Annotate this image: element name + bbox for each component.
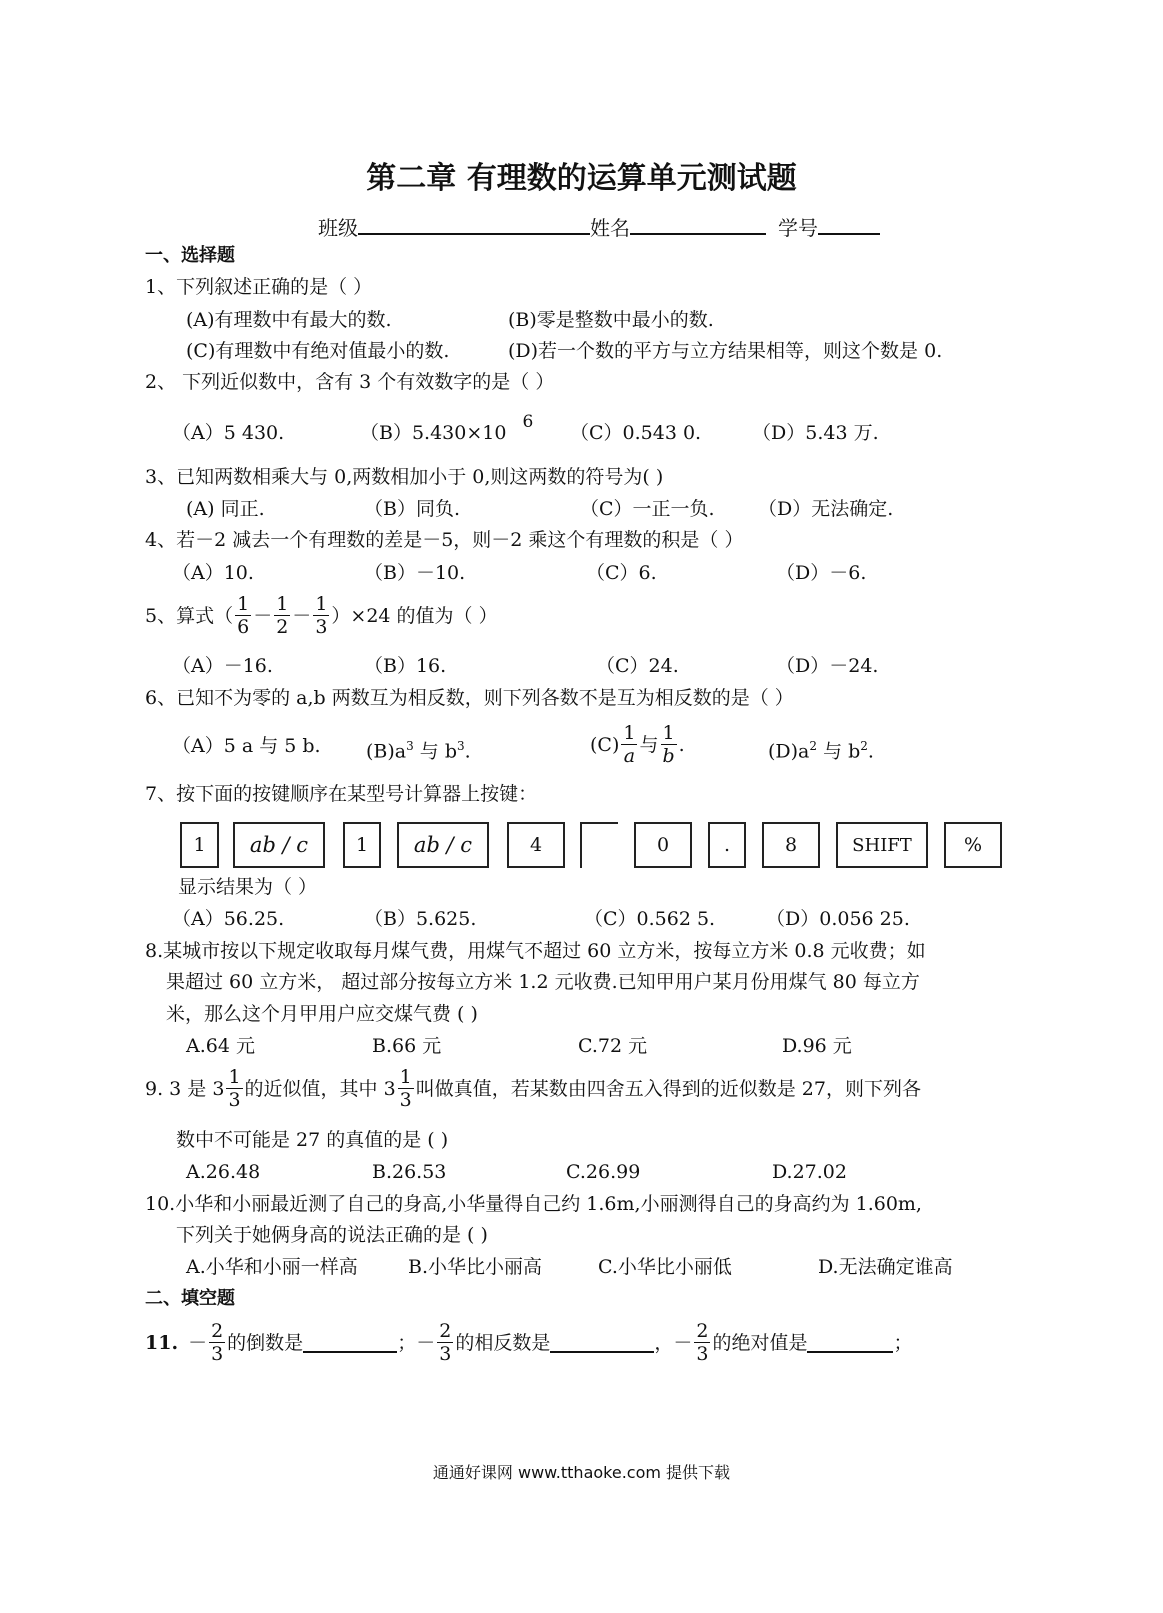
minus-sign: － (253, 604, 273, 627)
calc-key-shift: SHIFT (836, 822, 928, 868)
question-10-option-a: A.小华和小丽一样高 (186, 1256, 358, 1278)
exponent: 2 (809, 739, 818, 753)
numerator: 1 (662, 722, 675, 744)
number-label: 学号 (778, 216, 818, 240)
numerator: 1 (228, 1066, 241, 1088)
question-2-option-b (360, 412, 534, 446)
question-1-stem: 1、下列叙述正确的是（ ） (145, 276, 373, 298)
question-6-option-b (366, 734, 471, 763)
question-1-option-a: (A)有理数中有最大的数. (186, 309, 392, 331)
question-11 (145, 1320, 912, 1365)
period: . (867, 740, 874, 763)
question-10-line-2: 下列关于她俩身高的说法正确的是 ( ) (176, 1224, 488, 1246)
calc-key-8: 8 (762, 822, 820, 868)
question-9-line-1 (145, 1066, 921, 1111)
calc-key-0: 0 (634, 822, 692, 868)
question-5-option-d: （D）－24. (776, 655, 879, 677)
q9-part-2: 的近似值，其中 3 (244, 1077, 396, 1100)
question-2-stem: 2、 下列近似数中，含有 3 个有效数字的是（ ） (145, 371, 555, 393)
question-5-suffix: ）×24 的值为（ ） (331, 604, 498, 627)
student-info-line (318, 213, 880, 240)
separator: ； (893, 1331, 913, 1354)
question-3-option-d: （D）无法确定. (758, 498, 894, 520)
question-7-option-b: （B）5.625. (364, 908, 477, 930)
denominator: 3 (399, 1089, 412, 1111)
fraction-one-third (398, 1066, 414, 1111)
question-2-exponent: 6 (522, 412, 534, 432)
question-6-option-c (590, 722, 685, 767)
question-7-option-d: （D）0.056 25. (766, 908, 910, 930)
question-6-stem: 6、已知不为零的 a,b 两数互为相反数，则下列各数不是互为相反数的是（ ） (145, 687, 794, 709)
question-10-option-c: C.小华比小丽低 (598, 1256, 732, 1278)
question-4-option-c: （C）6. (586, 562, 657, 584)
question-8-line-1: 8.某城市按以下规定收取每月煤气费，用煤气不超过 60 立方米，按每立方米 0.8 元收费；如 (145, 940, 926, 962)
numerator: 2 (439, 1320, 452, 1342)
d-base: (D)a (768, 740, 810, 763)
question-8-option-b: B.66 元 (372, 1035, 442, 1057)
fraction-one-third (313, 593, 329, 638)
numerator: 1 (276, 593, 289, 615)
question-4-option-d: （D）－6. (776, 562, 867, 584)
opposite-label: 的相反数是 (455, 1331, 551, 1354)
question-4-option-a: （A）10. (172, 562, 254, 584)
question-6-option-a: （A）5 a 与 5 b. (172, 735, 321, 757)
calc-key-percent: % (944, 822, 1002, 868)
denominator: 3 (211, 1343, 224, 1365)
question-5-prefix: 5、算式（ (145, 604, 234, 627)
calc-key-ab-c: ab / c (397, 822, 489, 868)
b-mid: 与 b (413, 740, 458, 763)
question-3-option-b: （B）同负. (364, 498, 461, 520)
calc-key-1: 1 (343, 822, 381, 868)
section-heading-fill: 二、填空题 (145, 1288, 235, 1309)
question-2-option-b-text: （B）5.430×10 (360, 422, 507, 444)
question-2-option-d: （D）5.43 万. (752, 422, 879, 444)
question-7-option-c: （C）0.562 5. (584, 908, 716, 930)
question-2-option-a: （A）5 430. (172, 422, 285, 444)
number-blank[interactable] (818, 213, 880, 235)
calc-key-4: 4 (507, 822, 565, 868)
fraction-one-over-b (660, 722, 676, 767)
question-10-option-d: D.无法确定谁高 (818, 1256, 953, 1278)
denominator: b (662, 745, 675, 767)
question-8-line-2: 果超过 60 立方米， 超过部分按每立方米 1.2 元收费.已知甲用户某月份用煤气 80 每立方 (166, 971, 920, 993)
calc-key-ab-c: ab / c (233, 822, 325, 868)
separator: ； (397, 1331, 417, 1354)
question-1-option-d: (D)若一个数的平方与立方结果相等，则这个数是 0. (508, 340, 943, 362)
q9-part-1: 9. 3 是 3 (145, 1077, 225, 1100)
period: . (678, 733, 685, 756)
question-9-option-d: D.27.02 (772, 1161, 847, 1183)
opposite-blank[interactable] (550, 1333, 654, 1353)
numerator: 1 (399, 1066, 412, 1088)
question-7-stem: 7、按下面的按键顺序在某型号计算器上按键： (145, 783, 538, 805)
page-title: 第二章 有理数的运算单元测试题 (366, 161, 797, 196)
calc-key-1: 1 (180, 822, 219, 868)
exponent: 3 (406, 739, 414, 753)
numerator: 1 (623, 722, 636, 744)
question-3-stem: 3、已知两数相乘大与 0,两数相加小于 0,则这两数的符号为( ) (145, 466, 664, 488)
question-5-option-a: （A）－16. (172, 655, 273, 677)
question-8-option-a: A.64 元 (186, 1035, 255, 1057)
question-4-stem: 4、若－2 减去一个有理数的差是－5，则－2 乘这个有理数的积是（ ） (145, 529, 744, 551)
question-9-option-a: A.26.48 (186, 1161, 261, 1183)
fraction-one-half (274, 593, 290, 638)
calc-key-minus (580, 822, 618, 868)
minus-sign: － (188, 1331, 208, 1354)
question-9-line-2: 数中不可能是 27 的真值的是 ( ) (176, 1129, 449, 1151)
connector-word: 与 (639, 733, 659, 756)
fraction-two-thirds (209, 1320, 225, 1365)
question-11-number: 11. (145, 1331, 179, 1354)
footer-credit: 通通好课网 www.tthaoke.com 提供下载 (432, 1463, 731, 1482)
reciprocal-blank[interactable] (303, 1333, 397, 1353)
fraction-two-thirds (437, 1320, 453, 1365)
question-5-stem (145, 593, 498, 638)
b-base: (B)a (366, 740, 407, 763)
minus-sign: － (416, 1331, 436, 1354)
question-5-option-b: （B）16. (364, 655, 447, 677)
denominator: 3 (439, 1343, 452, 1365)
exponent: 3 (457, 739, 465, 753)
denominator: 3 (315, 616, 328, 638)
calc-key-decimal: . (708, 822, 746, 868)
numerator: 1 (237, 593, 250, 615)
option-c-label: (C) (590, 733, 620, 756)
class-label: 班级 (318, 216, 358, 240)
denominator: 3 (228, 1089, 241, 1111)
absolute-value-label: 的绝对值是 (712, 1331, 808, 1354)
question-1-option-b: (B)零是整数中最小的数. (508, 309, 714, 331)
reciprocal-label: 的倒数是 (227, 1331, 304, 1354)
question-10-option-b: B.小华比小丽高 (408, 1256, 543, 1278)
question-3-option-a: (A) 同正. (186, 498, 265, 520)
denominator: 3 (696, 1343, 709, 1365)
question-9-option-b: B.26.53 (372, 1161, 447, 1183)
exponent: 2 (860, 739, 868, 753)
question-8-option-c: C.72 元 (578, 1035, 648, 1057)
minus-sign: － (292, 604, 312, 627)
name-blank[interactable] (630, 213, 766, 235)
question-6-option-d (768, 734, 874, 763)
numerator: 1 (315, 593, 328, 615)
period: . (464, 740, 471, 763)
numerator: 2 (696, 1320, 709, 1342)
denominator: 2 (276, 616, 289, 638)
absolute-value-blank[interactable] (807, 1333, 893, 1353)
question-2-option-c: （C）0.543 0. (570, 422, 702, 444)
numerator: 2 (211, 1320, 224, 1342)
q9-part-3: 叫做真值，若某数由四舍五入得到的近似数是 27，则下列各 (415, 1077, 921, 1100)
class-blank[interactable] (358, 213, 590, 235)
section-heading-choice: 一、选择题 (145, 245, 235, 266)
question-8-line-3: 米，那么这个月甲用户应交煤气费 ( ) (166, 1003, 478, 1025)
minus-sign: － (673, 1331, 693, 1354)
fraction-one-over-a (621, 722, 637, 767)
question-7-result-prompt: 显示结果为（ ） (178, 876, 318, 898)
fraction-two-thirds (694, 1320, 710, 1365)
question-5-option-c: （C）24. (596, 655, 679, 677)
fraction-one-sixth (235, 593, 251, 638)
denominator: 6 (237, 616, 250, 638)
question-1-option-c: (C)有理数中有绝对值最小的数. (186, 340, 450, 362)
name-label: 姓名 (590, 216, 630, 240)
fraction-one-third (226, 1066, 242, 1111)
question-10-line-1: 10.小华和小丽最近测了自己的身高,小华量得自己约 1.6m,小丽测得自己的身高约为 1.60m, (145, 1193, 922, 1215)
d-mid: 与 b (817, 740, 861, 763)
separator: ， (654, 1331, 674, 1354)
denominator: a (623, 745, 636, 767)
question-3-option-c: （C）一正一负. (580, 498, 715, 520)
question-4-option-b: （B）－10. (364, 562, 466, 584)
question-8-option-d: D.96 元 (782, 1035, 852, 1057)
question-7-option-a: （A）56.25. (172, 908, 285, 930)
question-9-option-c: C.26.99 (566, 1161, 641, 1183)
